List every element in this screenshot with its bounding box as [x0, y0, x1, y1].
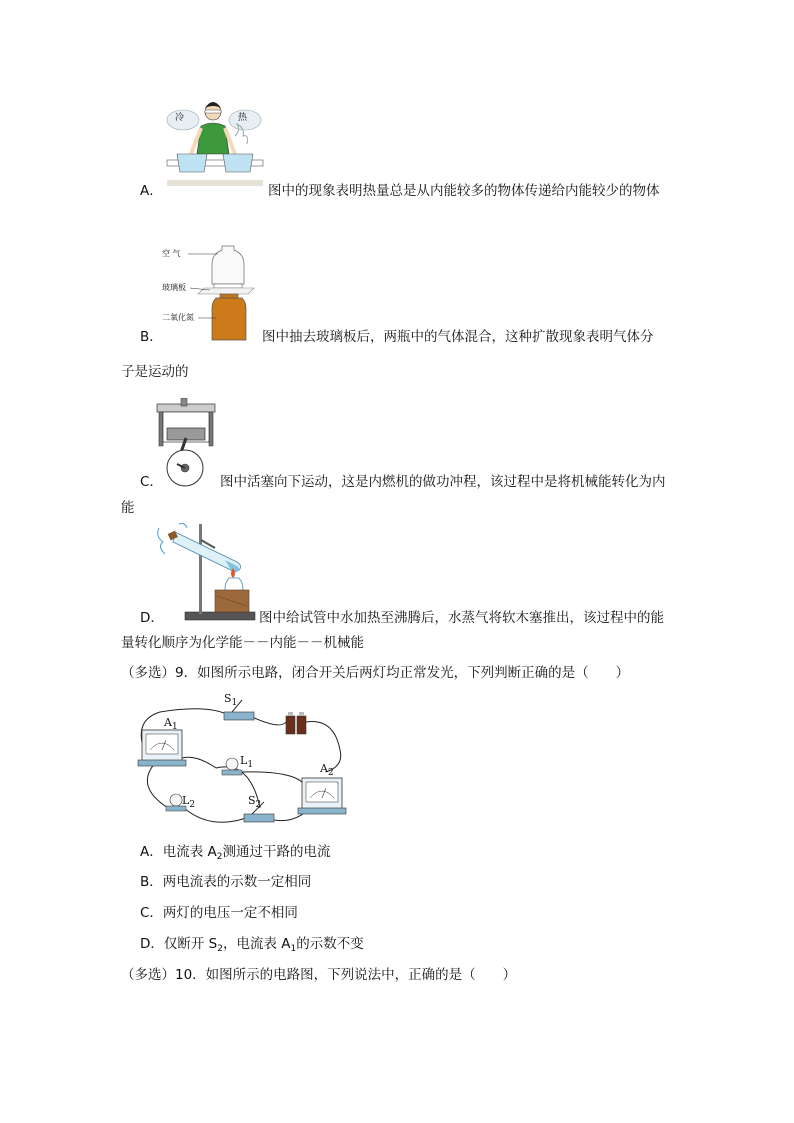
- label-A2: $A_2$: [320, 762, 334, 778]
- option-8a-letter: A．: [140, 183, 163, 199]
- question-9-option-d: D．仅断开 $S_2$，电流表 $A_1$的示数不变: [140, 936, 364, 954]
- option-8c-text-line1: 图中活塞向下运动，这是内燃机的做功冲程，该过程中是将机械能转化为内: [220, 474, 666, 490]
- question-10-stem: （多选）10．如图所示的电路图，下列说法中，正确的是（ ）: [121, 967, 517, 983]
- figure-circuit-q9: [130, 690, 360, 830]
- option-8b-text-line1: 图中抽去玻璃板后，两瓶中的气体混合，这种扩散现象表明气体分: [262, 329, 654, 345]
- label-glass-plate: 玻璃板: [162, 283, 186, 292]
- question-9-stem: （多选）9．如图所示电路，闭合开关后两灯均正常发光，下列判断正确的是（ ）: [121, 665, 630, 681]
- option-8a-text: 图中的现象表明热量总是从内能较多的物体传递给内能较少的物体: [268, 183, 660, 199]
- option-8c-letter: C．: [140, 474, 163, 490]
- option-8d-text-line2: 量转化顺序为化学能－－内能－－机械能: [121, 635, 364, 651]
- label-A1: $A_1$: [164, 716, 178, 732]
- label-air: 空 气: [162, 249, 181, 258]
- figure-gas-diffusion-bottles: [160, 240, 260, 344]
- option-8d-letter: D．: [140, 610, 164, 626]
- question-9-option-a: A．电流表 $A_2$测通过干路的电流: [140, 844, 331, 862]
- label-L2: $L_2$: [182, 794, 196, 810]
- label-cold: 冷: [175, 113, 185, 123]
- option-8b-text-line2: 子是运动的: [121, 364, 189, 380]
- figure-test-tube-heating: [155, 522, 257, 622]
- option-8b-letter: B．: [140, 329, 163, 345]
- option-8d-text-line1: 图中给试管中水加热至沸腾后，水蒸气将软木塞推出，该过程中的能: [259, 610, 664, 626]
- figure-engine-piston: [155, 398, 217, 490]
- question-9-option-c: C．两灯的电压一定不相同: [140, 905, 298, 921]
- label-L1: $L_1$: [240, 754, 254, 770]
- figure-heat-transfer-hands: [165, 96, 265, 192]
- question-9-option-b: B．两电流表的示数一定相同: [140, 874, 312, 890]
- label-nitrogen-dioxide: 二氧化氮: [162, 313, 194, 322]
- label-hot: 热: [238, 113, 248, 123]
- label-S2: $S_2$: [248, 794, 262, 810]
- label-S1: $S_1$: [224, 692, 238, 708]
- option-8c-text-line2: 能: [121, 500, 135, 516]
